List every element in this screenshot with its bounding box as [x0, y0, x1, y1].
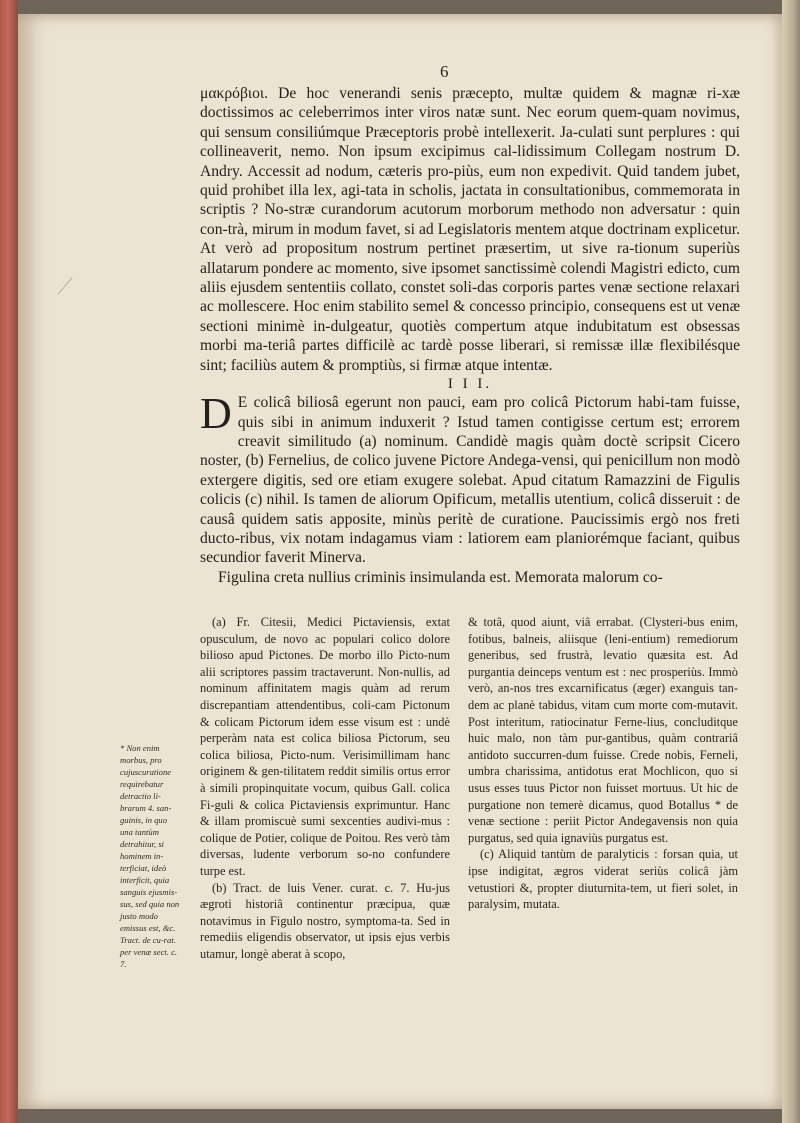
paragraph-3: Figulina creta nullius criminis insimulanda est. Memorata malorum co-: [218, 568, 663, 586]
footnote-column-right: [468, 614, 738, 913]
footnote-c: (c) Aliquid tantùm de paralyticis : forsan quia, ut ipse indigitat, ægros viderat seriùs colicâ jàm vetustiori &, propter diuturnita-tem, ut fieri solet, in paralysim, mutata.: [468, 847, 738, 912]
footnotes: [200, 614, 745, 1084]
main-text: [200, 84, 740, 587]
footnote-b-continued: & totâ, quod aiunt, viâ errabat. (Clysteri-bus enim, fotibus, balneis, aliisque (leni-entium) remediorum generibus, sed frustrà, levatio quæsita est. Ad purgantia deinceps ventum est : nec prosperiùs. Immò verò, an-nos tres excarnificatus (æger) exanguis tan-dem ac planè tabidus, vitam cum morte com-mutavit. Post interitum, ratiocinatur Ferne-lius, concluditque huic malo, non tàm pur-gantibus, quàm contrariâ antidoto succurren-dum fuisse. Crede nobis, Ferneli, umbra charissima, antidotus erat Mochlicon, quo si usus esses tuus Pictor non fuisset mortuus. Ut hic de purgatione non temerè dicamus, quod Botallus * de venæ sectione : periit Pictor Andegavensis non quia purgatus, sed quia ignaviùs purgatus est.: [468, 615, 738, 845]
marginal-note: * Non enim morbus, pro cujuscuratione requirebatur detractio li-brarum 4. san-guinis, in quo una tantùm detrahitur, si hominem in-terficiat, ideò interficit, quia sanguis ejusmis-sus, sed quia non justo modo emissus est, &c. Tract. de cu-rat. per venæ sect. c. 7.: [120, 743, 180, 969]
drop-cap: D: [200, 389, 232, 439]
page-number: 6: [440, 62, 449, 81]
footnote-b: (b) Tract. de luis Vener. curat. c. 7. Hu-jus ægroti historiâ continentur præcipua, quæ notavimus in Figulo nostro, symptoma-ta. Sed in remediis eligendis observator, ut ipsis ejus verbis utamur, longè aberat à scopo,: [200, 880, 450, 961]
paragraph-1: μακρόβιοι. De hoc venerandi senis præcepto, multæ quidem & magnæ ri-xæ doctissimos ac celeberrimos inter viros natæ sunt. Nec eorum quem-quam novimus, qui sensum consiliúmque Præceptoris probè intellexerit. Ja-culati sunt perplures : qui collineaverit, nemo. Non ipsum excipimus cal-lidissimum Collegam nostrum D. Andry. Accessit ad nodum, cæteris pro-piùs, eum non expedivit. Quid tandem jubet, quid prohibet illa lex, agi-tata in scholis, jactata in consultationibus, commemorata in scriptis ? No-stræ curandorum acutorum morborum methodo non adversatur : quin con-trà, mirum in modum favet, si ad Legislatoris mentem atque doctrinam explicetur. At verò ad propositum nostrum pertinet præsertim, ut sive ra-tionum superiùs allatarum pondere ac momento, sive ipsomet sanctissimè colendi Magistri edicto, cum aliis ejusdem sententiis collato, constet soli-das corporis partes venæ sectione relaxari ac mollescere. Hoc enim stabilito semel & concesso principio, consequens est ut venæ sectioni minimè in-dulgeatur, quotiès compertum atque indubitatum est obsessas morbi ma-teriâ partes difficilè ac tardè posse liberari, si remissæ illæ flexibilésque sint; faciliùs autem & promptiùs, si firmæ atque intentæ.: [200, 85, 740, 374]
book-binding: [0, 0, 18, 1123]
footnote-a: (a) Fr. Citesii, Medici Pictaviensis, extat opusculum, de novo ac populari colico dolore bilioso apud Pictones. De morbo illo Picto-num alii scriptores passim tractaverunt. Non-nullis, ad nominum affinitatem magis quàm ad rerum discrepantiam attendentibus, coli-cam Pictonum & colicam Pictorum idem esse visum est : undè perperàm nata est colica biliosa Pictorum, seu colica biliosa, Picto-num. Verisimillimam hanc originem & gen-tilitatem reddit similis ortus error à simili propinquitate vocum, quibus Gall. colica Fi-guli & colica Pictaviensis exprimuntur. Hanc & illam promiscuè sumi sexcenties audivi-mus : colique de Potier, colique de Poitou. Res verò tàm diversas, ludente verborum so-no confundere turpe est.: [200, 615, 450, 878]
paragraph-2: [200, 389, 740, 568]
page-edge: [782, 0, 800, 1123]
section-number: I I I.: [447, 376, 493, 393]
footnote-column-left: [200, 614, 450, 962]
paragraph-2-text: E colicâ biliosâ egerunt non pauci, eam pro colicâ Pictorum habi-tam fuisse, quis sibi in animum induxerit ? Istud tamen contigisse certum est; errorem creavit similitudo (a) nominum. Candidè magis quàm doctè scripsit Cicero noster, (b) Fernelius, de colico juvene Pictore Andega-vensi, qui penicillum non modò extergere digitis, sed ore etiam exugere solebat. Apud citatum Ramazzini de Figulis colicis (c) nihil. Is tamen de aliorum Opificum, metallis utentium, colicâ disseruit : de causâ quidem satis apposite, minùs peritè de curatione. Paucissimis ergò nos freti ducto-ribus, vix notam indagamus viam : latiorem eam planiorémque faciant, quibus secundior faverit Minerva.: [200, 394, 740, 567]
